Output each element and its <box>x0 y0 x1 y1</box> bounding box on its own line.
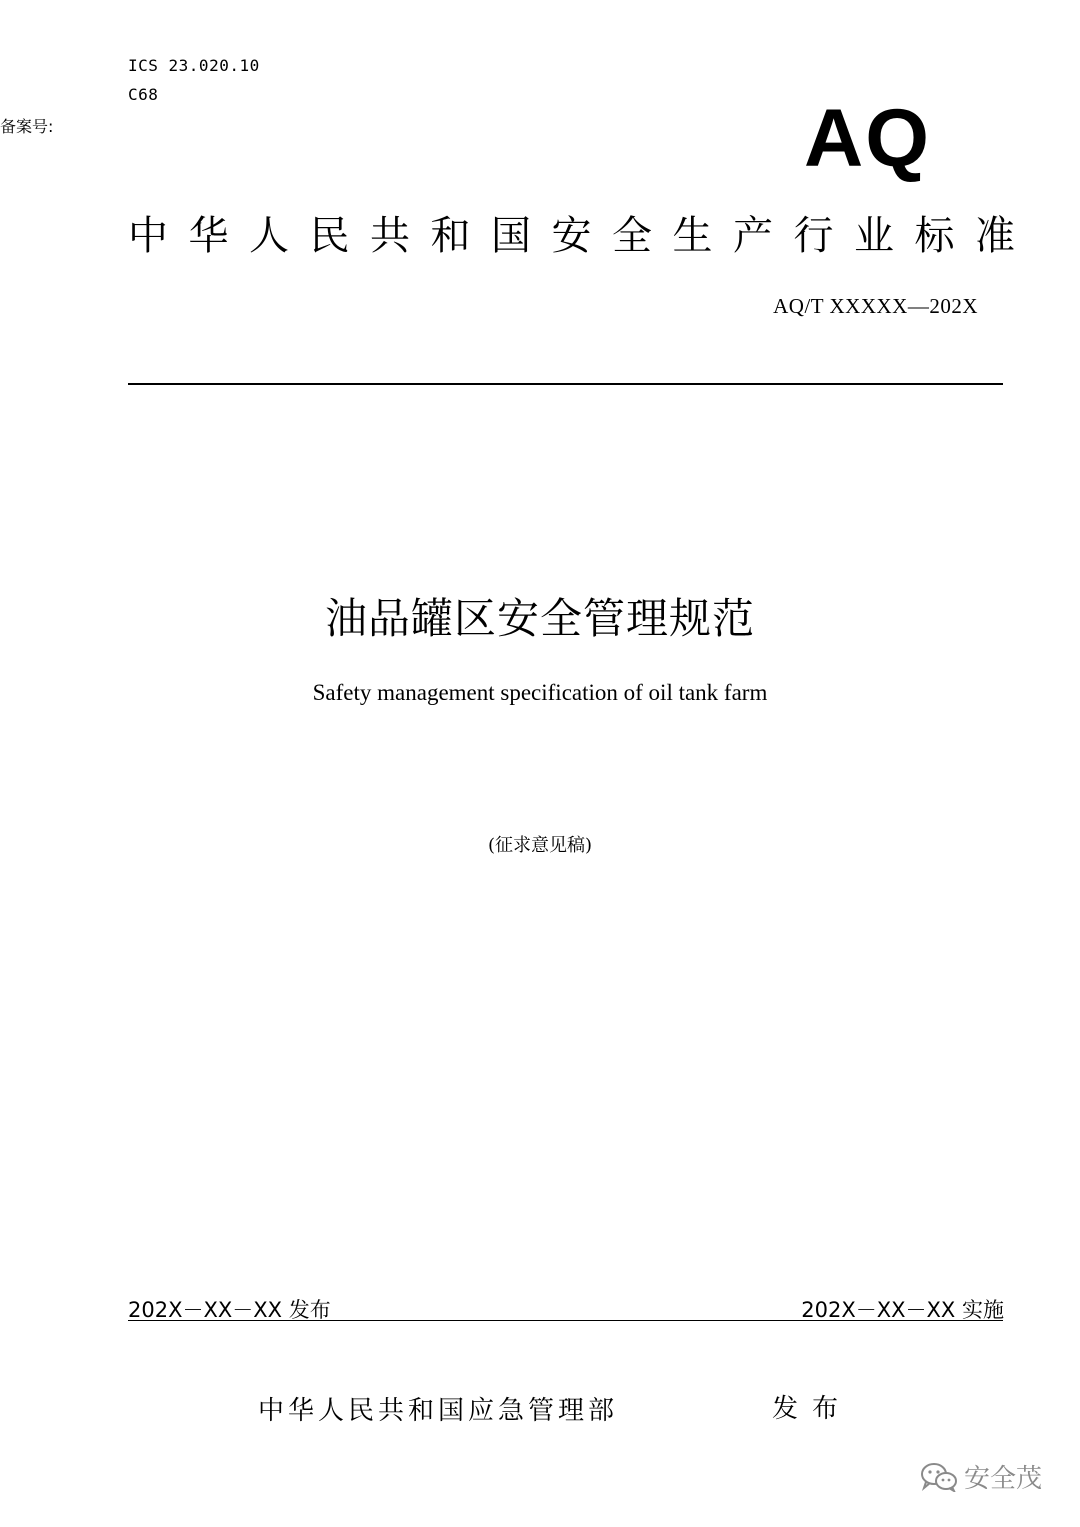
document-title-chinese: 油品罐区安全管理规范 <box>324 594 755 643</box>
issuing-authority: 中华人民共和国应急管理部 <box>258 1396 619 1426</box>
footer-divider <box>128 1320 1003 1321</box>
aq-logo: AQ <box>804 93 931 184</box>
standard-type: 中华人民共和国安全生产行业标准 <box>128 213 1036 259</box>
ccs-code: C68 <box>128 85 159 104</box>
draft-status: (征求意见稿) <box>487 835 593 856</box>
header-divider <box>128 383 1003 385</box>
watermark <box>920 1458 1042 1495</box>
issue-date: 202X－XX－XX 发布 <box>128 1298 331 1322</box>
watermark-text: 安全茂 <box>964 1464 1043 1494</box>
document-title-english: Safety management specification of oil tank farm <box>312 680 768 705</box>
implementation-date: 202X－XX－XX 实施 <box>801 1298 1004 1322</box>
ics-code: ICS 23.020.10 <box>128 56 260 75</box>
standard-number: AQ/T XXXXX—202X <box>773 294 978 318</box>
wechat-icon <box>920 1462 958 1492</box>
record-number-label: 备案号: <box>0 117 54 136</box>
issue-label: 发布 <box>772 1394 853 1424</box>
